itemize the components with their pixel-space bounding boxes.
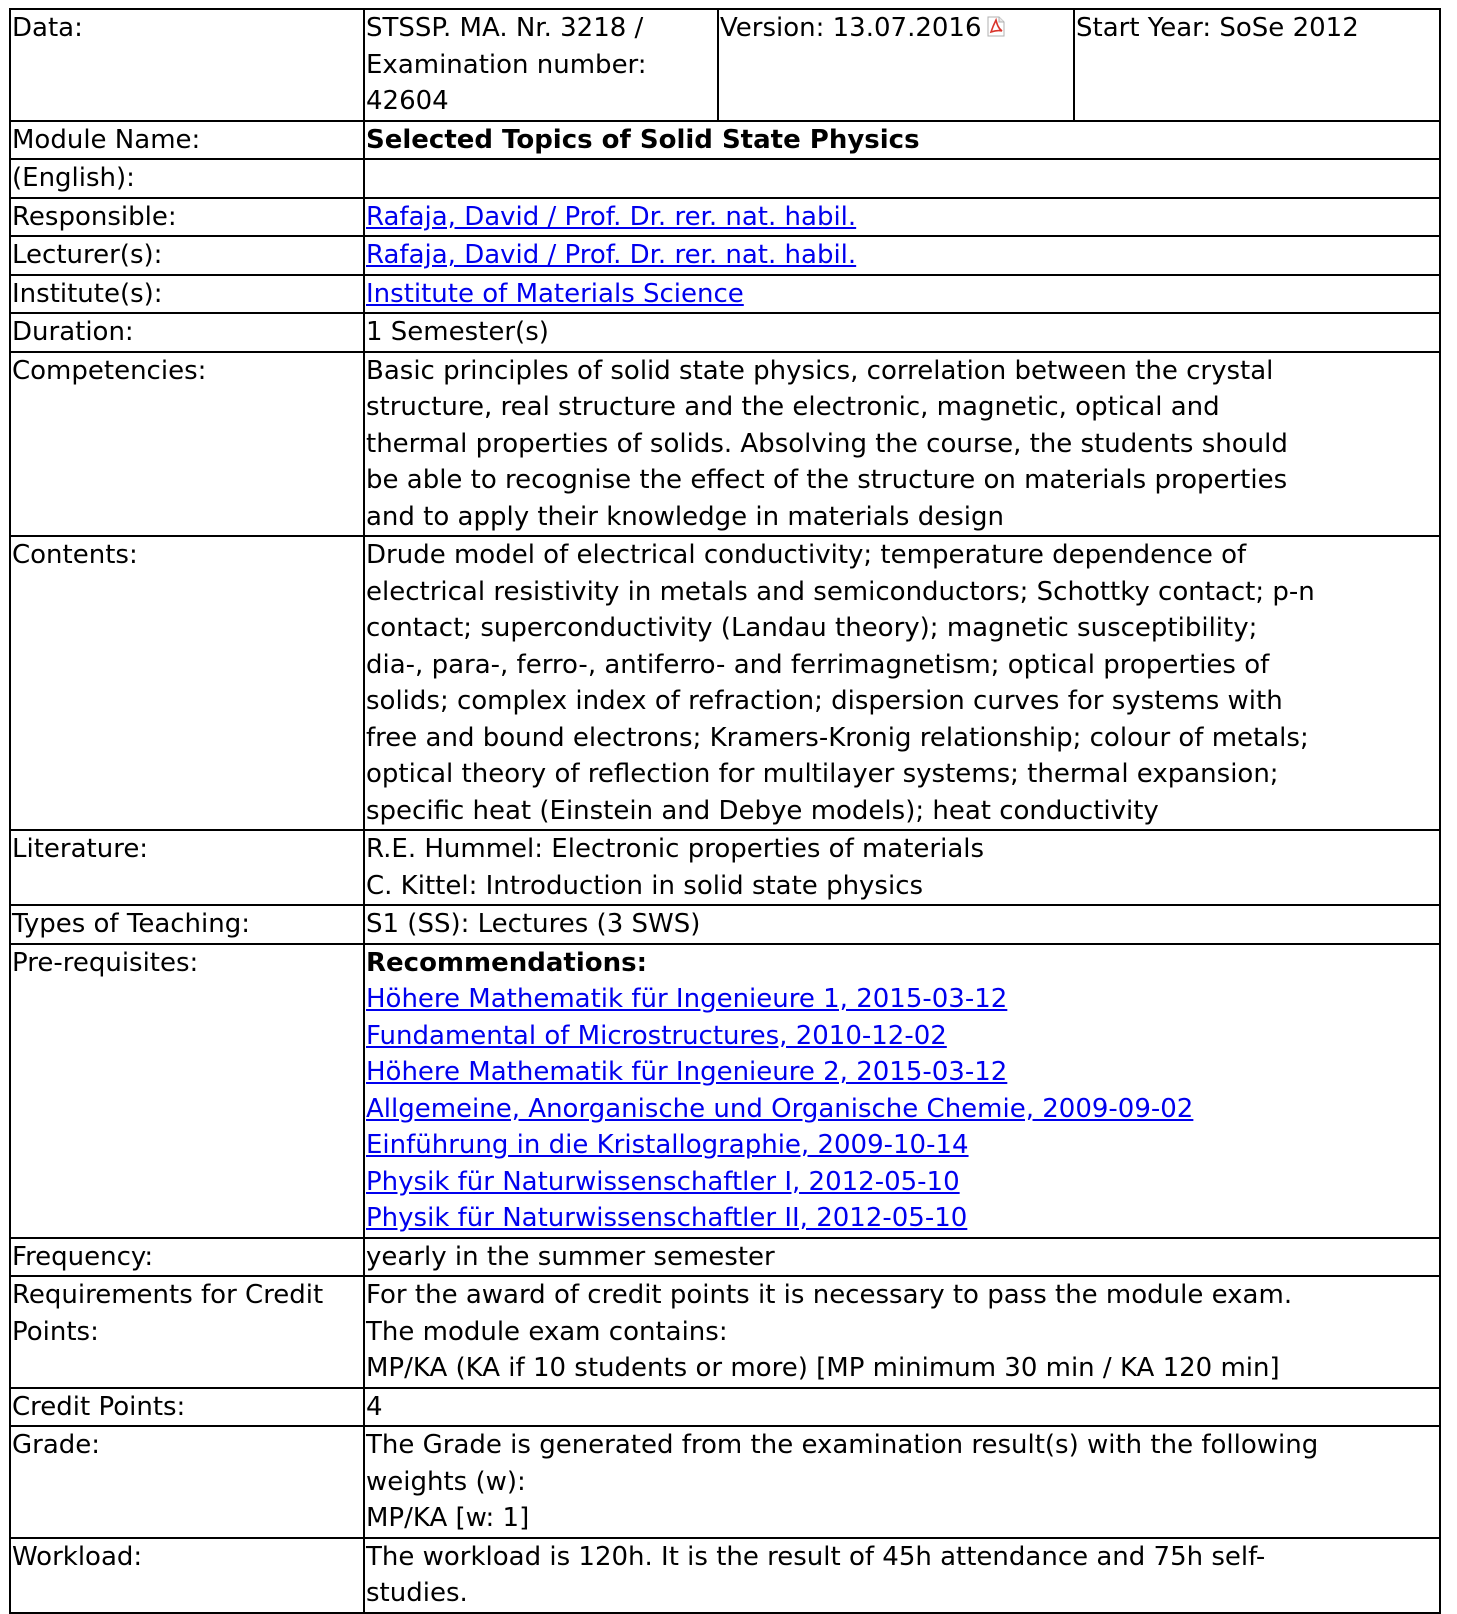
header-row [10, 9, 1440, 121]
english-value [364, 159, 1440, 198]
stssp-line: STSSP. MA. Nr. 3218 / [366, 13, 644, 43]
pdf-file-icon[interactable] [987, 16, 1005, 37]
institutes-label: Institute(s): [10, 275, 364, 314]
requirements-label-line: Points: [12, 1316, 99, 1347]
start-year-cell: Start Year: SoSe 2012 [1074, 9, 1440, 121]
workload-label: Workload: [10, 1538, 364, 1613]
examination-number-label: Examination number: [366, 49, 647, 80]
module-description-table [9, 8, 1441, 1614]
examination-number-cell [364, 9, 718, 121]
prerequisite-link[interactable]: Höhere Mathematik für Ingenieure 2, 2015-03-12 [366, 1057, 1008, 1087]
responsible-row [10, 198, 1440, 237]
requirements-label [10, 1276, 364, 1388]
contents-line: optical theory of reflection for multilayer systems; thermal expansion; [366, 759, 1279, 789]
responsible-label: Responsible: [10, 198, 364, 237]
literature-row [10, 830, 1440, 905]
requirements-row [10, 1276, 1440, 1388]
competencies-row [10, 352, 1440, 537]
prerequisite-link[interactable]: Allgemeine, Anorganische und Organische Chemie, 2009-09-02 [366, 1093, 1194, 1124]
literature-value [364, 830, 1440, 905]
contents-line: electrical resistivity in metals and semiconductors; Schottky contact; p-n [366, 576, 1315, 607]
examination-number-value: 42604 [366, 86, 449, 116]
duration-row [10, 313, 1440, 352]
prerequisites-label: Pre-requisites: [10, 944, 364, 1238]
module-name-row [10, 121, 1440, 160]
competencies-value [364, 352, 1440, 537]
duration-value: 1 Semester(s) [364, 313, 1440, 352]
frequency-row [10, 1238, 1440, 1277]
responsible-link[interactable]: Rafaja, David / Prof. Dr. rer. nat. habil. [366, 201, 857, 232]
contents-label: Contents: [10, 536, 364, 830]
competencies-line: be able to recognise the effect of the structure on materials properties [366, 465, 1288, 495]
contents-line: solids; complex index of refraction; dispersion curves for systems with [366, 686, 1283, 716]
contents-row [10, 536, 1440, 830]
credit-points-value: 4 [364, 1388, 1440, 1427]
lecturers-row [10, 236, 1440, 275]
requirements-line: For the award of credit points it is necessary to pass the module exam. [366, 1280, 1293, 1310]
requirements-line: MP/KA (KA if 10 students or more) [MP minimum 30 min / KA 120 min] [366, 1353, 1280, 1383]
english-label: (English): [10, 159, 364, 198]
types-of-teaching-row [10, 905, 1440, 944]
data-label: Data: [10, 9, 364, 121]
grade-label: Grade: [10, 1426, 364, 1538]
english-row [10, 159, 1440, 198]
workload-value [364, 1538, 1440, 1613]
institute-link[interactable]: Institute of Materials Science [366, 278, 744, 309]
duration-label: Duration: [10, 313, 364, 352]
prerequisite-link[interactable]: Höhere Mathematik für Ingenieure 1, 2015-03-12 [366, 984, 1008, 1014]
prerequisite-link[interactable]: Physik für Naturwissenschaftler II, 2012-05-10 [366, 1203, 968, 1233]
competencies-line: Basic principles of solid state physics, correlation between the crystal [366, 355, 1274, 386]
contents-line: specific heat (Einstein and Debye models); heat conductivity [366, 795, 1159, 826]
module-name-text: Selected Topics of Solid State Physics [366, 124, 920, 155]
lecturers-value [364, 236, 1440, 275]
institutes-row [10, 275, 1440, 314]
competencies-line: and to apply their knowledge in materials design [366, 501, 1004, 532]
contents-value [364, 536, 1440, 830]
workload-line: studies. [366, 1578, 468, 1608]
contents-line: Drude model of electrical conductivity; temperature dependence of [366, 540, 1247, 570]
prerequisite-link[interactable]: Physik für Naturwissenschaftler I, 2012-05-10 [366, 1166, 960, 1197]
competencies-line: structure, real structure and the electronic, magnetic, optical and [366, 392, 1220, 422]
literature-item: R.E. Hummel: Electronic properties of materials [366, 834, 985, 864]
literature-label: Literature: [10, 830, 364, 905]
version-cell [718, 9, 1074, 121]
module-name-label: Module Name: [10, 121, 364, 160]
frequency-value: yearly in the summer semester [364, 1238, 1440, 1277]
requirements-value [364, 1276, 1440, 1388]
credit-points-row [10, 1388, 1440, 1427]
lecturers-label: Lecturer(s): [10, 236, 364, 275]
grade-line: weights (w): [366, 1466, 526, 1497]
requirements-line: The module exam contains: [366, 1316, 728, 1347]
types-of-teaching-label: Types of Teaching: [10, 905, 364, 944]
contents-line: free and bound electrons; Kramers-Kronig relationship; colour of metals; [366, 722, 1309, 753]
prerequisite-link[interactable]: Einführung in die Kristallographie, 2009-10-14 [366, 1130, 969, 1160]
literature-item: C. Kittel: Introduction in solid state physics [366, 870, 924, 901]
competencies-line: thermal properties of solids. Absolving the course, the students should [366, 428, 1288, 459]
requirements-label-line: Requirements for Credit [12, 1280, 324, 1310]
grade-row [10, 1426, 1440, 1538]
credit-points-label: Credit Points: [10, 1388, 364, 1427]
prerequisites-value [364, 944, 1440, 1238]
grade-line: The Grade is generated from the examination result(s) with the following [366, 1430, 1319, 1460]
lecturer-link[interactable]: Rafaja, David / Prof. Dr. rer. nat. habil. [366, 240, 857, 270]
competencies-label: Competencies: [10, 352, 364, 537]
module-name-value [364, 121, 1440, 160]
grade-line: MP/KA [w: 1] [366, 1503, 530, 1533]
types-of-teaching-value: S1 (SS): Lectures (3 SWS) [364, 905, 1440, 944]
version-text: Version: 13.07.2016 [720, 13, 982, 43]
institutes-value [364, 275, 1440, 314]
prerequisites-row [10, 944, 1440, 1238]
frequency-label: Frequency: [10, 1238, 364, 1277]
responsible-value [364, 198, 1440, 237]
contents-line: dia-, para-, ferro-, antiferro- and ferrimagnetism; optical properties of [366, 649, 1270, 680]
recommendations-heading: Recommendations: [366, 947, 647, 978]
workload-row [10, 1538, 1440, 1613]
contents-line: contact; superconductivity (Landau theory); magnetic susceptibility; [366, 613, 1258, 643]
prerequisite-link[interactable]: Fundamental of Microstructures, 2010-12-02 [366, 1020, 947, 1051]
grade-value [364, 1426, 1440, 1538]
workload-line: The workload is 120h. It is the result of 45h attendance and 75h self- [366, 1541, 1266, 1572]
